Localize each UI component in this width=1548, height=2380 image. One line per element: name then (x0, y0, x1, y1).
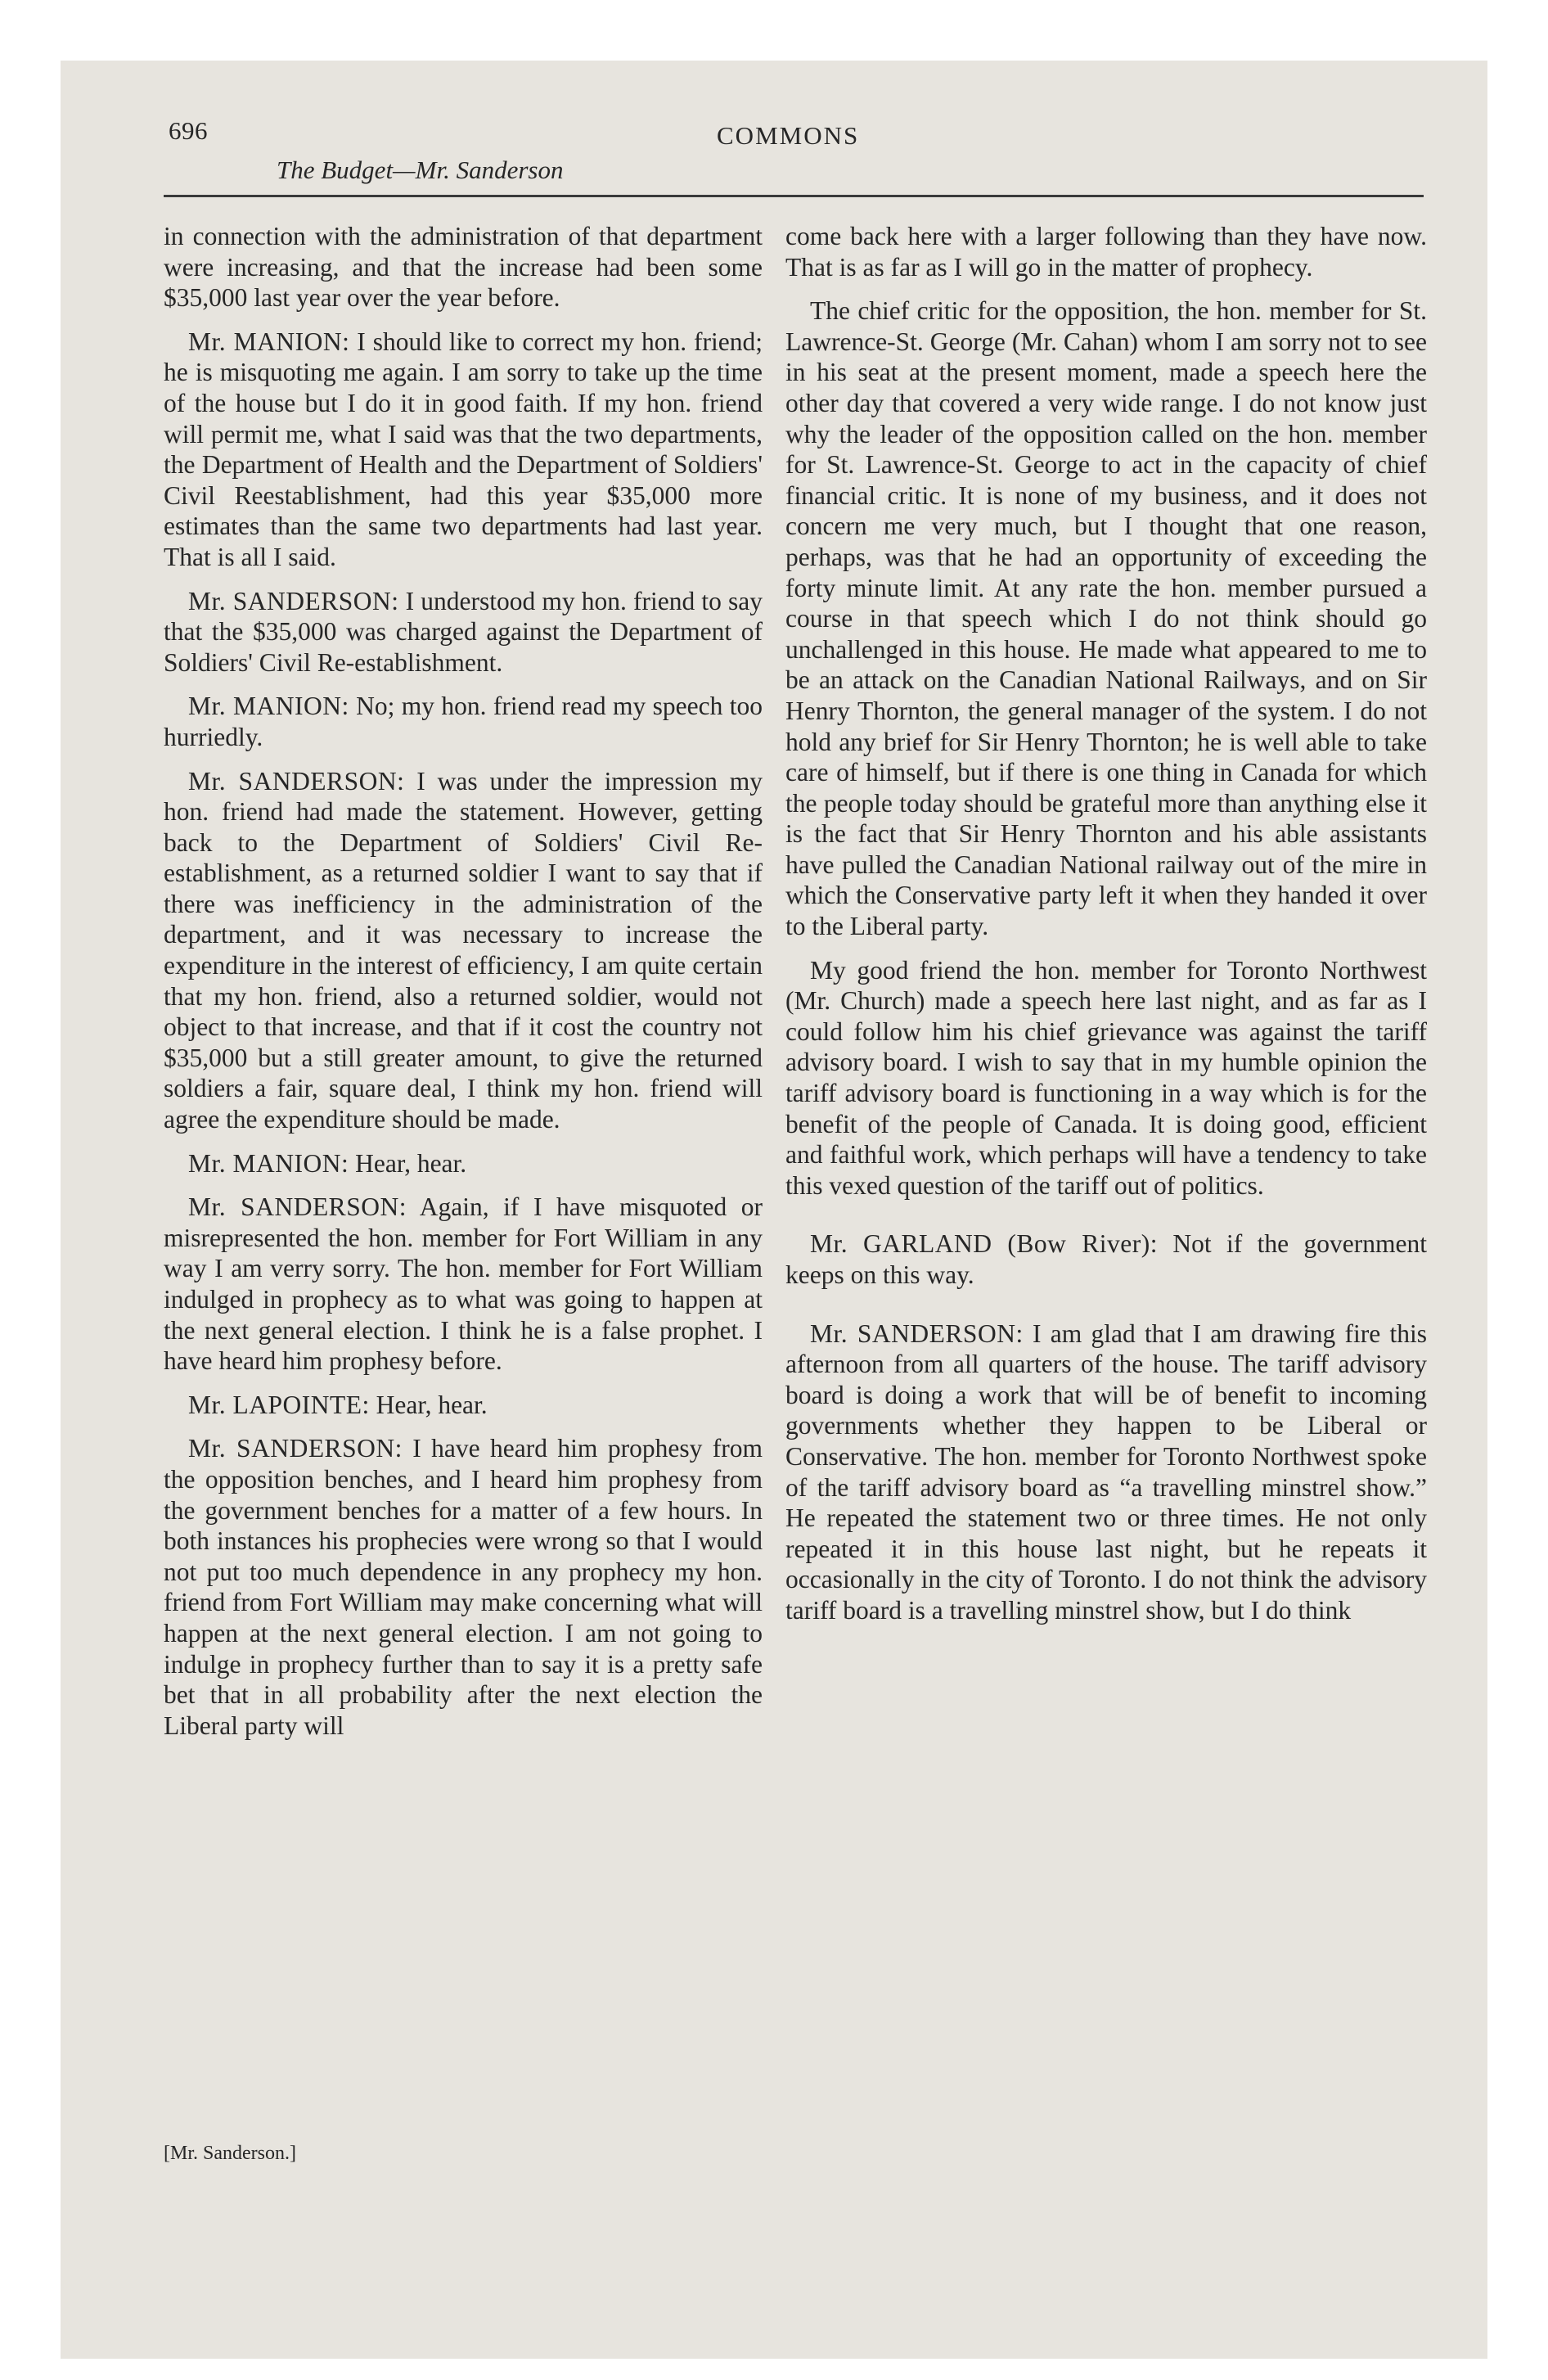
page-number: 696 (169, 116, 208, 145)
speaker-name: Mr. SANDERSON: (810, 1318, 1024, 1348)
speaker-name: Mr. MANION: (188, 327, 350, 356)
paragraph (164, 1390, 763, 1421)
footer-speaker-tag: [Mr. Sanderson.] (164, 2143, 296, 2164)
paragraph (785, 1318, 1427, 1626)
speech-text: I should like to correct my hon. friend; he is misquoting me again. I am sorry to take up the time of the house but I do it in good faith. If my hon. friend will permit me, what I said was that the two departments, the Department of Health and the Department of Soldiers' Civil Reestablishment, had this year $35,000 more estimates than the same two departments had last year. That is all I said. (164, 327, 763, 571)
speaker-name: Mr. MANION: (188, 1148, 349, 1178)
page-header: COMMONS (717, 121, 860, 150)
header-rule (164, 195, 1424, 197)
speech-text: I have heard him prophesy from the opposition benches, and I heard him prophesy from the government benches for a matter of a few hours. In both instances his prophecies were wrong so that I would not put too much dependence in any prophecy my hon. friend from Fort William may make concerning what will happen at the next general election. I am not going to indulge in prophecy further than to say it is a pretty safe bet that in all probability after the next election the Liberal party will (164, 1434, 763, 1740)
paragraph (164, 1148, 763, 1179)
paragraph (164, 327, 763, 573)
speaker-name: Mr. LAPOINTE: (188, 1390, 370, 1419)
paragraph: The chief critic for the opposition, the hon. member for St. Lawrence-St. George (Mr. Cahan) whom I am sorry not to see in his seat at the present moment, made a speech here the other day that covered a very wide range. I do not know just why the leader of the opposition called on the hon. member for St. Lawrence-St. George to act in the capacity of chief financial critic. It is none of my business, and it does not concern me very much, but I thought that one reason, perhaps, was that he had an opportunity of exceeding the forty minute limit. At any rate the hon. member pursued a course in that speech which I do not think should go unchallenged in this house. He made what appeared to me to be an attack on the Canadian National Railways, and on Sir Henry Thornton, the general manager of the system. I do not hold any brief for Sir Henry Thornton; he is well able to take care of himself, but if there is one thing in Canada for which the people today should be grateful more than anything else it is the fact that Sir Henry Thornton and his able assistants have pulled the Canadian National railway out of the mire in which the Conservative party left it when they handed it over to the Liberal party. (785, 296, 1427, 941)
paragraph: My good friend the hon. member for Toronto Northwest (Mr. Church) made a speech here last night, and as far as I could follow him his chief grievance was against the tariff advisory board. I wish to say that in my humble opinion the tariff advisory board is functioning in a way which is for the benefit of the people of Canada. It is doing good, efficient and faithful work, which perhaps will have a tendency to take this vexed question of the tariff out of politics. (785, 955, 1427, 1200)
paragraph (164, 586, 763, 678)
speaker-name: Mr. MANION: (188, 692, 349, 721)
running-title: The Budget—Mr. Sanderson (277, 156, 564, 184)
paragraph (785, 1228, 1427, 1290)
speech-text: Again, if I have misquoted or misrepresented the hon. member for Fort William in any way I am verry sorry. The hon. member for Fort William indulged in prophecy as to what was going to happen at the next general election. I think he is a false prophet. I have heard him prophesy before. (164, 1192, 763, 1376)
speech-text: Hear, hear. (369, 1390, 488, 1419)
speaker-name: Mr. SANDERSON: (188, 766, 405, 796)
speech-text: Hear, hear. (349, 1148, 467, 1178)
speech-text: No; my hon. friend read my speech too hurriedly. (164, 692, 763, 751)
speech-text: I understood my hon. friend to say that the $35,000 was charged against the Department of Soldiers' Civil Re-establishment. (164, 586, 763, 677)
paragraph: come back here with a larger following than they have now. That is as far as I will go in the matter of prophecy. (785, 222, 1427, 282)
speech-text: I am glad that I am drawing fire this afternoon from all quarters of the house. The tariff advisory board is doing a work that will be of benefit to incoming governments whether they happen to be Liberal or Conservative. The hon. member for Toronto Northwest spoke of the tariff advisory board as “a travelling minstrel show.” He repeated the statement two or three times. He not only repeated it in this house last night, but he repeats it occasionally in the city of Toronto. I do not think the advisory tariff board is a travelling minstrel show, but I do think (785, 1318, 1428, 1625)
speech-text: I was under the impression my hon. friend had made the statement. However, getting back to the Department of Soldiers' Civil Re-establishment, as a returned soldier I want to say that if there was inefficiency in the administration of the department, and it was necessary to increase the expenditure in the interest of efficiency, I am quite certain that my hon. friend, also a returned soldier, would not object to that increase, and that if it cost the country not $35,000 but a still greater amount, to give the returned soldiers a fair, square deal, I think my hon. friend will agree the expenditure should be made. (164, 766, 763, 1134)
paragraph (164, 1192, 763, 1377)
paragraph (164, 766, 763, 1135)
speech-text: Not if the government keeps on this way. (785, 1229, 1427, 1289)
left-column (164, 221, 763, 1754)
speaker-name: Mr. GARLAND (Bow River): (810, 1229, 1159, 1259)
speaker-name: Mr. SANDERSON: (188, 586, 399, 615)
right-column (785, 221, 1427, 1639)
paragraph: in connection with the administration of that department were increasing, and that the increase had been some $35,000 last year over the year before. (164, 222, 763, 313)
paragraph (164, 1433, 763, 1741)
speaker-name: Mr. SANDERSON: (188, 1192, 407, 1222)
paragraph (164, 691, 763, 752)
speaker-name: Mr. SANDERSON: (188, 1434, 403, 1463)
